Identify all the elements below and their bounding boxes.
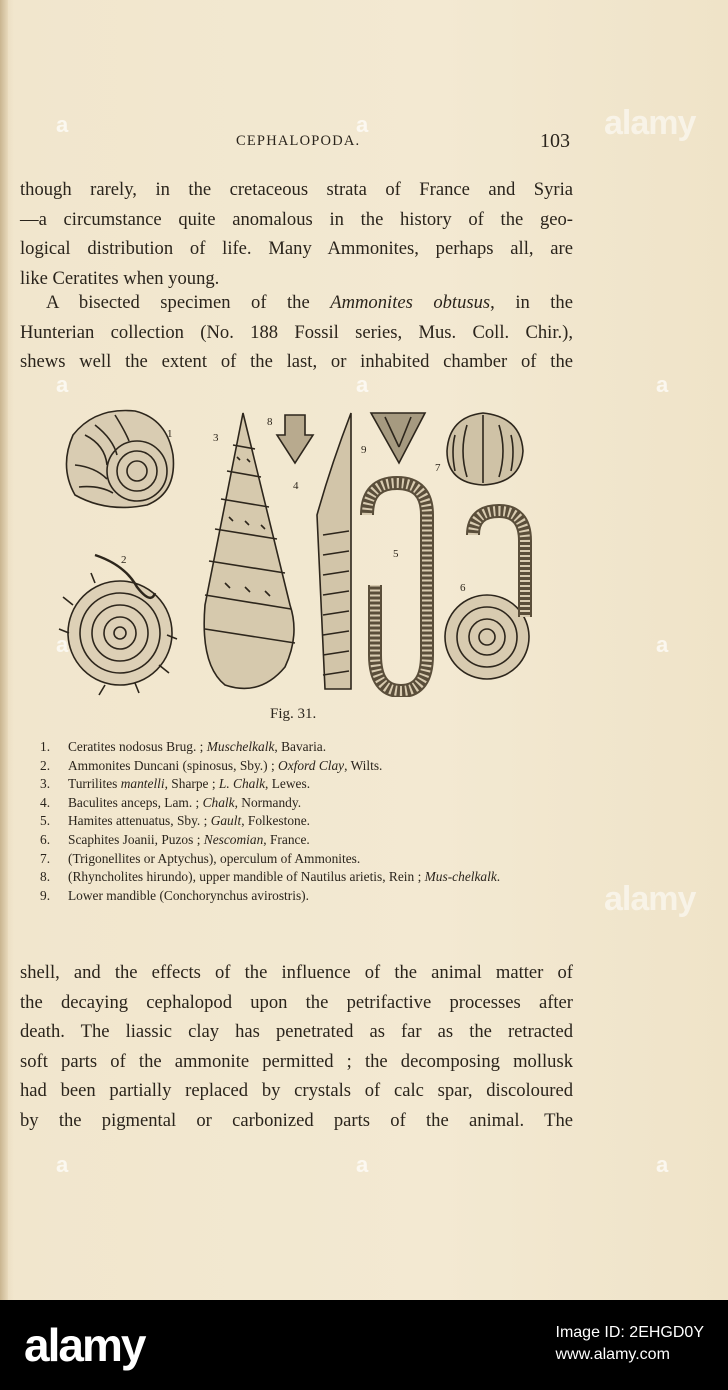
legend-text: , Sharpe ; [164,776,219,792]
legend-text: , Bavaria. [274,739,327,754]
legend-number: 7. [40,850,51,866]
legend-italic: Nescomian [203,831,264,847]
figure-number: 5 [393,548,399,560]
legend-number: 1. [40,739,51,754]
figure-number: 1 [167,428,173,440]
alamy-logo: alamy [24,1319,145,1371]
image-id-block [556,1322,705,1366]
watermark-mark: a [356,1152,369,1177]
legend-italic: Gault [210,813,242,829]
legend-text: Ceratites nodosus Brug. ; [68,739,207,754]
legend-text: . [496,869,501,885]
watermark-logo: alamy [604,880,696,918]
figure-number: 8 [267,416,273,428]
figure-legend [40,738,580,905]
legend-item [40,850,580,869]
legend-item [40,775,580,794]
legend-number: 2. [40,757,51,773]
running-head: CEPHALOPODA. [236,133,361,149]
figure-number: 3 [213,432,219,444]
paragraph-2 [20,288,573,377]
legend-text: Hamites attenuatus, Sby. ; [68,813,211,829]
stock-footer-bar [0,1300,728,1390]
legend-number: 9. [40,887,51,903]
text-line: shell, and the effects of the influence of the animal matter of [20,962,573,983]
legend-number: 6. [40,831,51,847]
text-line: death. The liassic clay has penetrated as far as the retracted [20,1021,573,1042]
watermark-mark: a [656,372,669,397]
watermark-mark: a [656,1152,669,1177]
legend-italic: mantelli [120,776,165,792]
legend-text: , Normandy. [234,794,302,810]
watermark-mark: a [56,1152,69,1177]
figure-number: 6 [460,582,466,594]
figure-caption-title: Fig. 31. [270,706,317,722]
page-spine-shadow [0,0,8,1300]
legend-text: , Folkestone. [241,813,311,829]
italic-species-name: Ammonites obtusus [330,292,491,313]
legend-item [40,794,580,813]
legend-text: Baculites anceps, Lam. ; [68,794,203,810]
legend-italic: Oxford Clay [278,757,345,773]
watermark-mark: a [56,632,69,657]
text-line: shews well the extent of the last, or inhabited chamber of the [20,351,573,372]
figure-number: 2 [121,554,127,566]
page-number: 103 [540,130,570,152]
legend-text: Lower mandible (Conchorynchus avirostris). [68,887,309,903]
legend-italic: Muschelkalk [206,739,275,754]
watermark-logo: alamy [604,104,696,142]
legend-text: Turrilites [68,776,121,792]
text-line: —a circumstance quite anomalous in the history of the geo- [20,208,573,230]
watermark-mark: a [56,112,69,137]
legend-text: , Lewes. [265,776,311,792]
scaphites-fossil [445,511,529,679]
text-line: Hunterian collection (No. 188 Fossil series, Mus. Coll. Chir.), [20,321,573,343]
figure-number: 7 [435,462,441,474]
aptychus-operculum-fossil [447,413,523,485]
watermark-mark: a [656,632,669,657]
watermark-mark: a [356,372,369,397]
rhyncholites-fossil [277,415,313,463]
ceratites-fossil [66,411,173,508]
legend-text: Ammonites Duncani (spinosus, Sby.) ; [68,757,279,773]
site-url: www.alamy.com [555,1346,670,1363]
legend-italic: Chalk [202,794,235,810]
legend-italic: Mus-chelkalk [424,869,497,885]
figure-number: 4 [293,480,299,492]
fossil-engraving-figure [55,405,535,697]
legend-item [40,738,580,757]
legend-item [40,887,580,906]
text-span: A bisected specimen of the [46,292,331,313]
text-line: had been partially replaced by crystals of calc spar, discoloured [20,1080,573,1101]
lower-mandible-fossil [371,413,425,463]
text-line: like Ceratites when young. [20,267,220,289]
baculites-fossil [317,413,351,689]
legend-item [40,831,580,850]
legend-number: 8. [40,869,51,885]
legend-italic: L. Chalk [218,776,266,792]
legend-number: 3. [40,776,51,792]
watermark-mark: a [56,372,69,397]
legend-item [40,812,580,831]
legend-item [40,757,580,776]
watermark-mark: a [356,112,369,137]
text-line: though rarely, in the cretaceous strata of France and Syria [20,179,573,200]
text-line: soft parts of the ammonite permitted ; the decomposing mollusk [20,1050,573,1072]
legend-text: (Rhyncholites hirundo), upper mandible of Nautilus arietis, Rein ; [68,869,425,885]
legend-item [40,868,580,887]
legend-text: , Wilts. [344,757,383,773]
image-id: Image ID: 2EHGD0Y [555,1324,704,1341]
legend-number: 5. [40,813,51,829]
legend-number: 4. [40,794,51,810]
legend-text: , France. [263,831,310,847]
text-line: by the pigmental or carbonized parts of the animal. The [20,1109,573,1131]
figure-number: 9 [361,444,367,456]
legend-text: (Trigonellites or Aptychus), operculum of Ammonites. [68,850,361,866]
paragraph-3 [20,958,573,1135]
hamites-fossil [367,483,427,691]
ammonites-duncani-fossil [59,555,177,695]
legend-text: Scaphites Joanii, Puzos ; [68,831,204,847]
text-span: , in the [490,292,573,313]
paragraph-1 [20,175,573,293]
text-line: logical distribution of life. Many Ammonites, perhaps all, are [20,238,573,259]
text-line: the decaying cephalopod upon the petrifactive processes after [20,991,573,1013]
text-line [20,288,573,318]
turrilites-fossil [204,413,295,688]
